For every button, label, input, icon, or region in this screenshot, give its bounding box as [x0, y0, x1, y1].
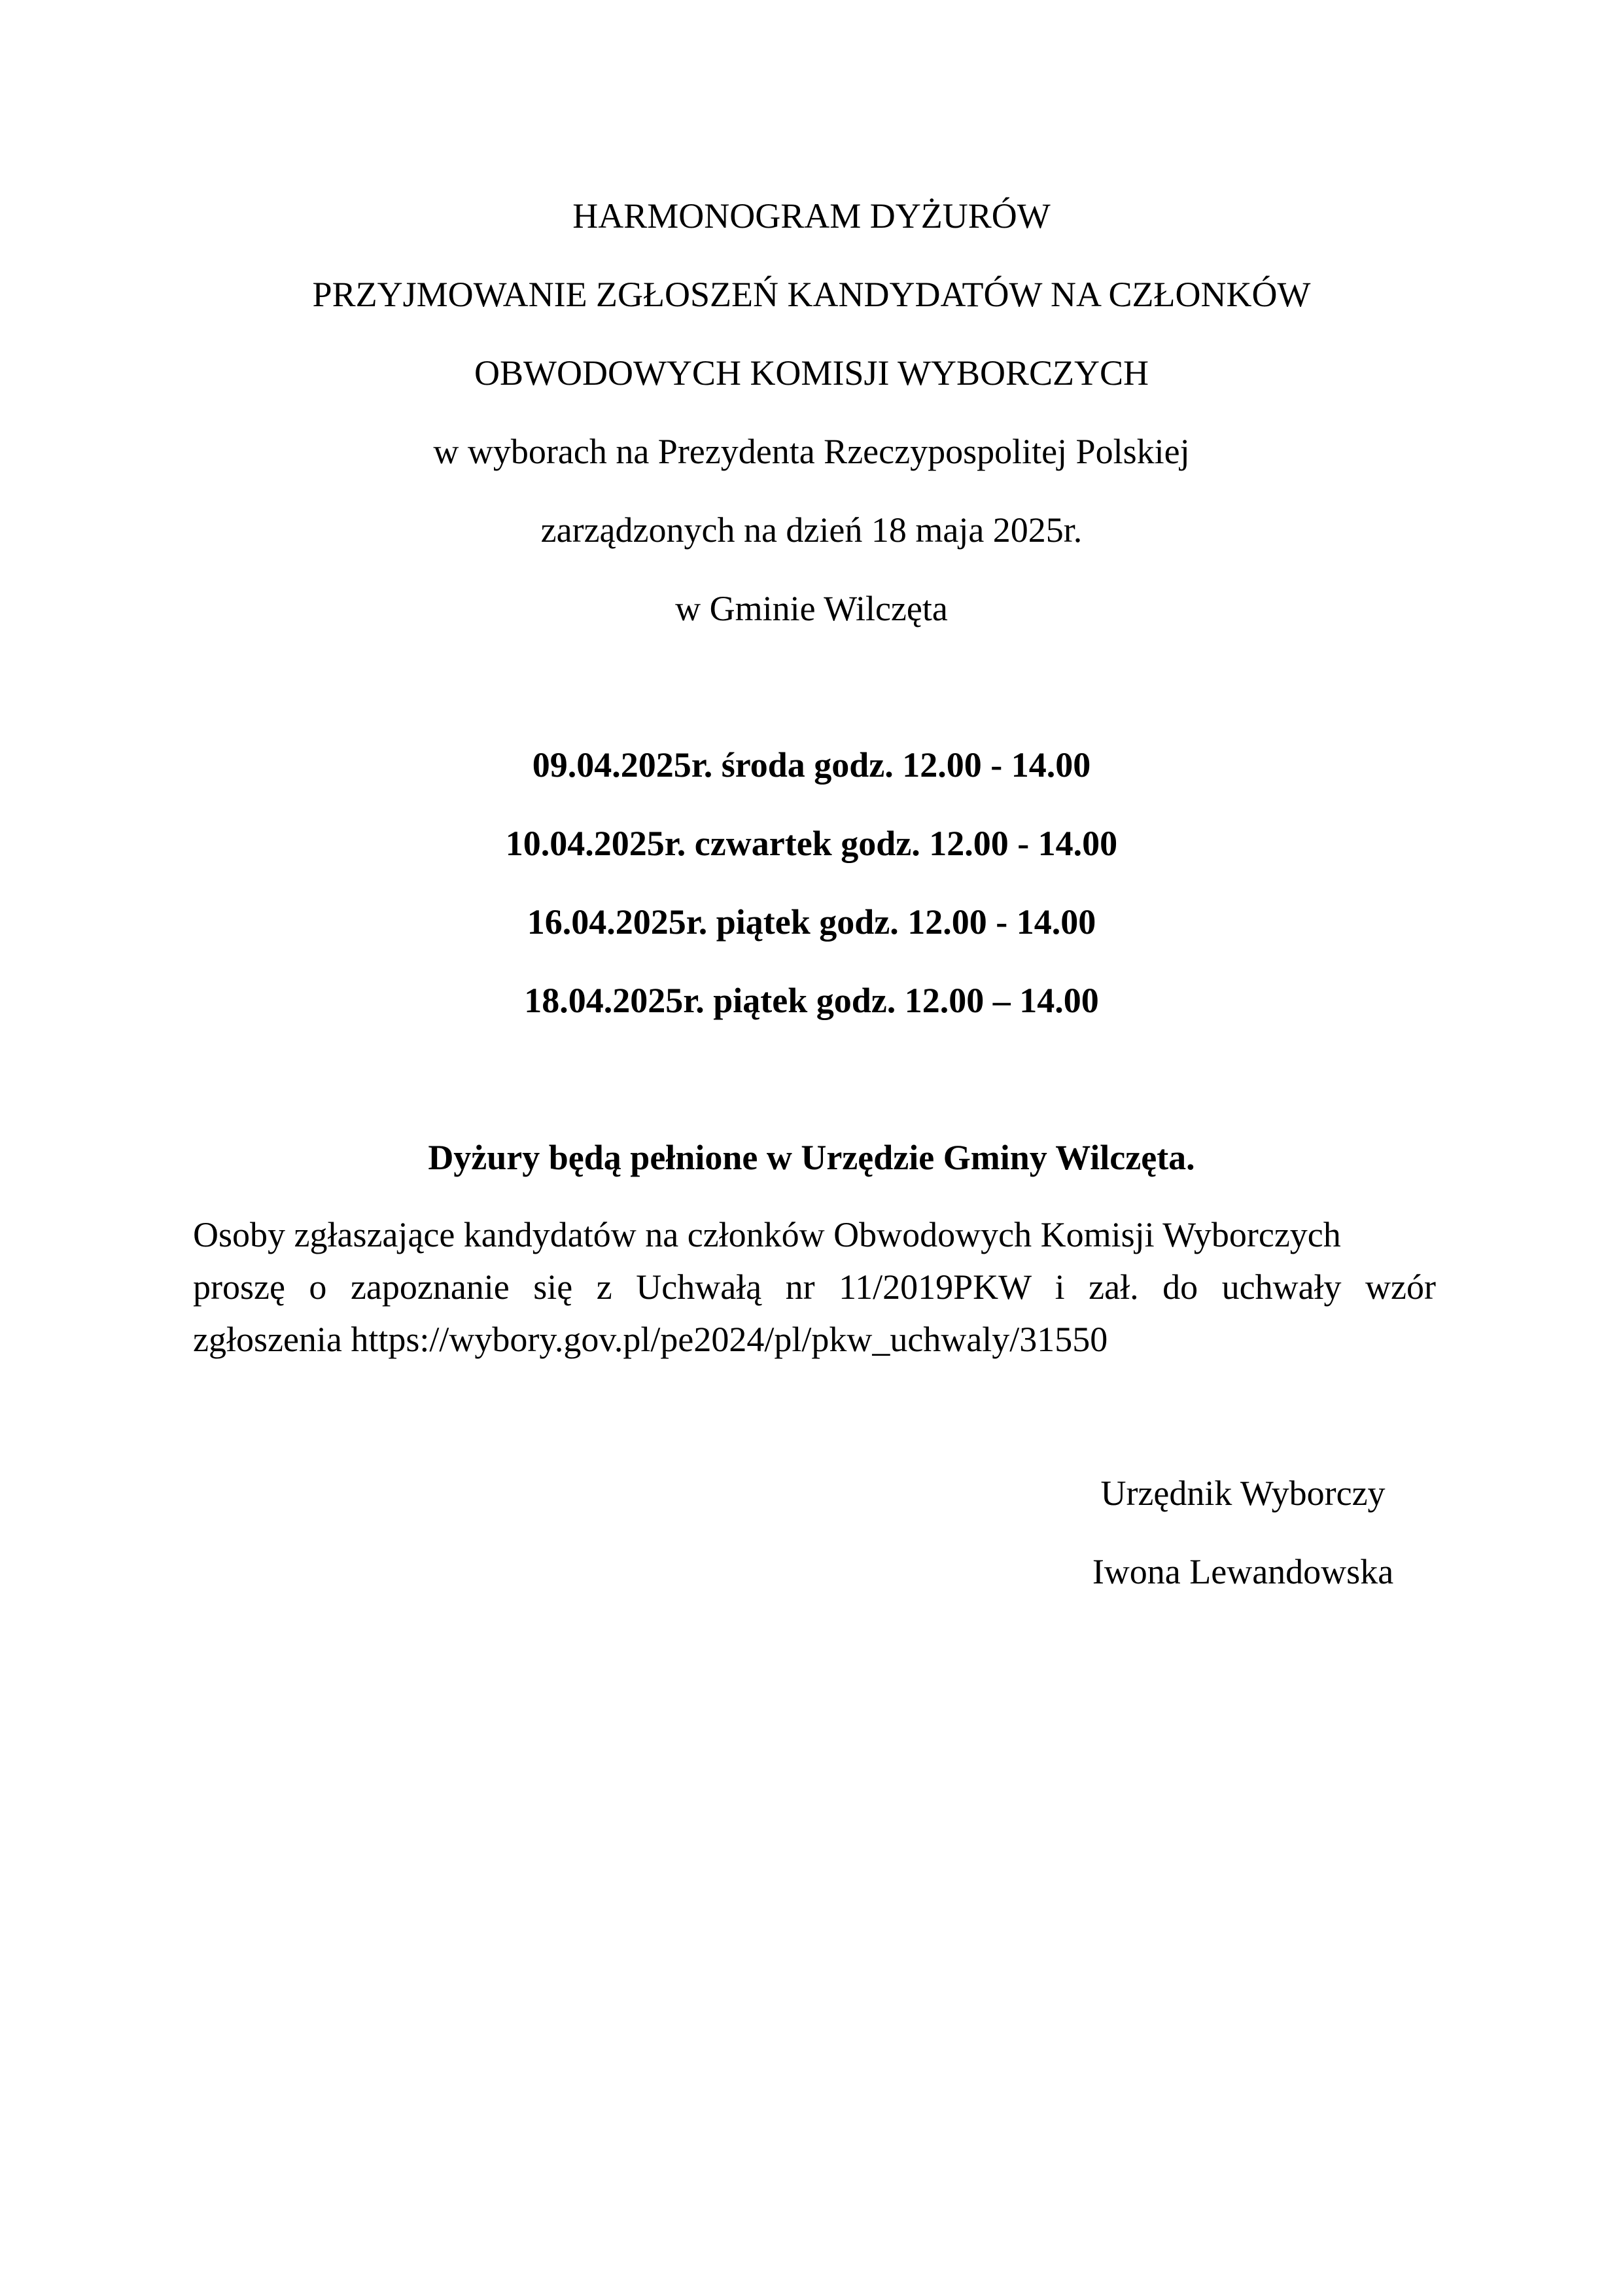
body-line-2: proszę o zapoznanie się z Uchwałą nr 11/2019PKW i zał. do uchwały wzór: [193, 1267, 1436, 1307]
election-date-line: zarządzonych na dzień 18 maja 2025r.: [540, 510, 1083, 550]
schedule-item-4: 18.04.2025r. piątek godz. 12.00 – 14.00: [524, 981, 1099, 1020]
body-line-1: Osoby zgłaszające kandydatów na członków Obwodowych Komisji Wyborczych: [193, 1215, 1341, 1254]
body-line-3: zgłoszenia https://wybory.gov.pl/pe2024/pl/pkw_uchwaly/31550: [193, 1320, 1108, 1359]
election-line: w wyborach na Prezydenta Rzeczypospolitej Polskiej: [433, 432, 1190, 471]
signature-role: Urzędnik Wyborczy: [1100, 1474, 1386, 1513]
schedule-item-3: 16.04.2025r. piątek godz. 12.00 - 14.00: [527, 902, 1096, 942]
schedule-item-2: 10.04.2025r. czwartek godz. 12.00 - 14.00: [505, 824, 1118, 863]
body-paragraph: [193, 1209, 1436, 1366]
location-note: Dyżury będą pełnione w Urzędzie Gminy Wilczęta.: [428, 1138, 1195, 1177]
document-subtitle-line-1: PRZYJMOWANIE ZGŁOSZEŃ KANDYDATÓW NA CZŁONKÓW: [312, 275, 1311, 314]
document-subtitle-line-2: OBWODOWYCH KOMISJI WYBORCZYCH: [474, 353, 1149, 393]
document-title: HARMONOGRAM DYŻURÓW: [572, 196, 1051, 236]
signature-name: Iwona Lewandowska: [1092, 1552, 1394, 1591]
schedule-item-1: 09.04.2025r. środa godz. 12.00 - 14.00: [532, 745, 1091, 785]
place-line: w Gminie Wilczęta: [675, 589, 948, 628]
